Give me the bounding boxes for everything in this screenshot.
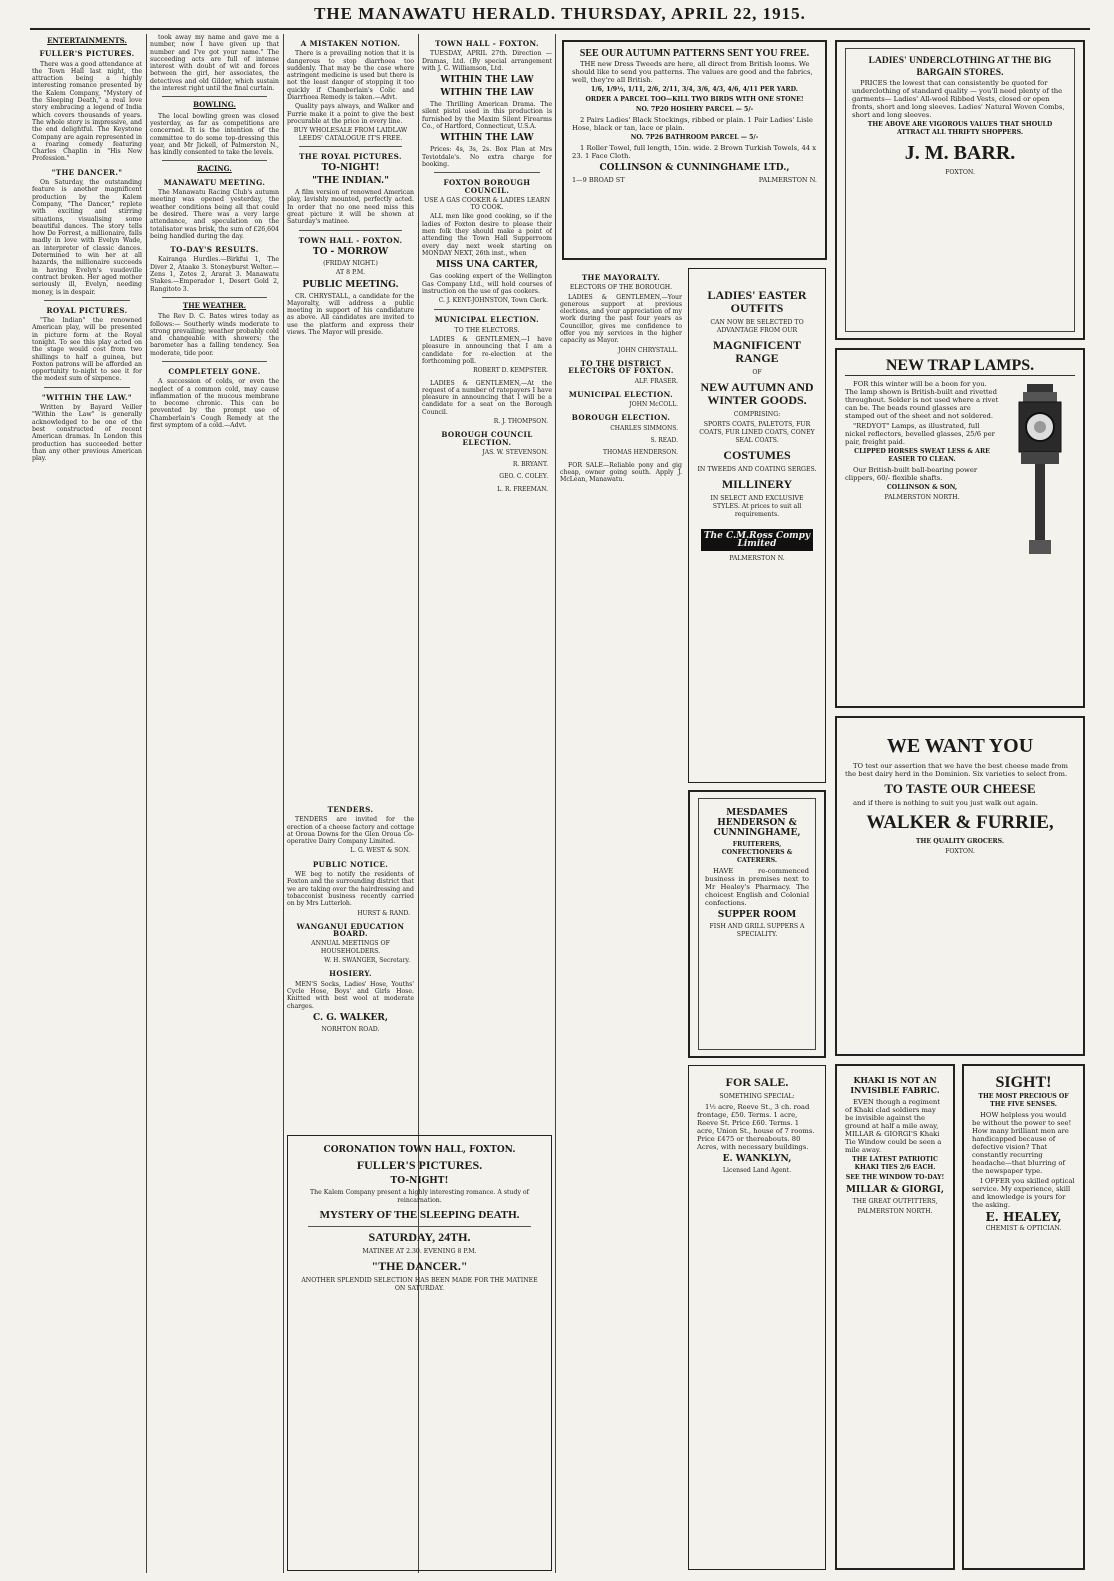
signature: R. J. THOMPSON. (493, 417, 548, 425)
ad-title: LADIES' UNDERCLOTHING AT THE BIG BARGAIN STORES. (868, 56, 1052, 78)
article-subheading: MANAWATU MEETING. (163, 177, 266, 187)
divider (44, 300, 130, 301)
signature: R. BRYANT. (512, 461, 548, 469)
ad-title: WITHIN THE LAW (440, 133, 534, 144)
ad-line: COMPRISING: (733, 411, 781, 418)
barr-ad (835, 40, 1085, 340)
ad-line: PALMERSTON NORTH. (884, 494, 960, 501)
article-heading: THE WEATHER. (182, 300, 247, 310)
trap-lamps-ad (835, 348, 1085, 708)
ad-paragraph: TENDERS are invited for the erection of a cheese factory and cottage at Oroua Downs for the Glen Oroua Co-operative Dairy Company Limited. (287, 816, 414, 846)
ad-paragraph: HOW helpless you would be without the power to see! How many brilliant men are handicapped because of defective vision? That constantly recurring headache—that blurring of the newspaper type. (972, 1111, 1072, 1175)
signature: L. G. WEST & SON. (350, 847, 410, 855)
signature: C. J. KENT-JOHNSTON, Town Clerk. (438, 297, 548, 305)
ad-title: TO-NIGHT! (390, 1176, 449, 1186)
ad-title: WITHIN THE LAW (440, 75, 534, 86)
ad-title: "THE DANCER." (371, 1259, 468, 1273)
ad-line: ANOTHER SPLENDID SELECTION HAS BEEN MADE FOR THE MATINEE ON SATURDAY. (301, 1277, 538, 1292)
signature: JAS. W. STEVENSON. (482, 448, 548, 456)
signature: L. R. FREEMAN. (497, 485, 548, 493)
divider (308, 1226, 531, 1227)
divider (434, 309, 540, 310)
ad-heading: BOROUGH ELECTION. (571, 413, 671, 423)
ad-paragraph: CR. CHRYSTALL, a candidate for the Mayoralty, will address a public meeting in support of his candidature as above. All candidates are invited to use the platform and express their views. The Mayor will preside. (287, 292, 414, 337)
ad-line: SOMETHING SPECIAL: (719, 1093, 795, 1100)
ad-line: FOXTON. (945, 169, 975, 176)
ad-line: NORHTON ROAD. (321, 1025, 380, 1033)
ad-line: 1—9 BROAD ST (572, 176, 625, 184)
ad-line: OF (752, 369, 762, 376)
article-paragraph: On Saturday, the outstanding feature is another magnificent production by the Kalem Company, "The Dancer," replete with exciting and stirring situations, visualising some beautiful dances. The story tells how De Forrest, a millionaire, falls madly in love with Evelyn Wade, an interpreter of classic dances. Determined to win her at all hazards, the millionaire succeeds in having Evelyn's vaudeville contract broken. Her aged mother seriously ill, Evelyn, needing money, is in despair. (32, 179, 142, 296)
signature: GEO. C. COLEY. (499, 473, 548, 481)
ross-logo: The C.M.Ross Compy Limited (701, 529, 813, 551)
ad-paragraph: LADIES & GENTLEMEN,—Your generous support at previous elections, and your appreciation of my work during the past four years as Councillor, gives me confidence to offer you my services in the higher capacity as Mayor. (560, 293, 682, 345)
ad-line: IN SELECT AND EXCLUSIVE STYLES. At prices to suit all requirements. (710, 495, 804, 518)
column-divider (283, 34, 284, 1573)
healey-ad (962, 1064, 1085, 1570)
address-row (572, 176, 817, 184)
article-paragraph: Quality pays always, and Walker and Furrie make it a point to give the best procurable at the price in every line. (287, 103, 414, 125)
ad-heading: WANGANUI EDUCATION BOARD. (296, 921, 405, 939)
ad-line: NO. 7P20 HOSIERY PARCEL — 5/- (635, 106, 754, 113)
ad-line: NO. 7P26 BATHROOM PARCEL — 5/- (630, 134, 759, 141)
signature: ALF. FRASER. (634, 377, 678, 385)
article-paragraph: The Rev D. C. Bates wires today as follows:— Southerly winds moderate to strong prevailing; weather probably cold and changeable with showers; the barometer has a falling tendency. Sea moderate, tide poor. (150, 313, 279, 357)
walker-furrie-ad (835, 716, 1085, 1056)
ad-title: MILLINERY (721, 477, 793, 491)
ad-title: MISS UNA CARTER, (436, 260, 538, 271)
ad-line: PALMERSTON N. (729, 555, 785, 562)
ad-title: "THE INDIAN." (312, 176, 389, 187)
ad-title: KHAKI IS NOT AN INVISIBLE FABRIC. (850, 1075, 940, 1095)
ad-paragraph: "REDYOT" Lamps, as illustrated, full nickel reflectors, bevelled glasses, 25/6 per pair, freight paid. (845, 422, 995, 446)
ad-paragraph: Prices: 4s, 3s, 2s. Box Plan at Mrs Teviotdale's. No extra charge for booking. (422, 146, 552, 168)
ad-heading: TENDERS. (327, 805, 374, 814)
ad-title: FULLER'S PICTURES. (356, 1158, 483, 1172)
ad-line: FISH AND GRILL SUPPERS A SPECIALITY. (709, 923, 805, 938)
column-divider (146, 34, 147, 1573)
ad-heading: THE ROYAL PICTURES. (299, 151, 402, 161)
ad-line: PALMERSTON NORTH. (857, 1208, 933, 1215)
ad-title: MAGNIFICENT RANGE (712, 338, 801, 365)
ad-paragraph: LADIES & GENTLEMEN,—I have pleasure in announcing that I am a candidate for re-election at the forthcoming poll. (422, 336, 552, 365)
ad-line: ANNUAL MEETINGS OF HOUSEHOLDERS. (311, 940, 390, 955)
ad-title: TO TASTE OUR CHEESE (884, 781, 1036, 796)
column-divider (555, 34, 556, 1573)
divider (162, 160, 267, 161)
ad-line: THE MOST PRECIOUS OF THE FIVE SENSES. (978, 1093, 1069, 1108)
ad-title: TO - MORROW (312, 246, 389, 257)
ad-line: THE QUALITY GROCERS. (915, 838, 1005, 845)
millar-giorgi-ad (835, 1064, 955, 1570)
article-paragraph: The Manawatu Racing Club's autumn meeting was opened yesterday, the weather conditions being all that could be desired. There was a very large attendance, and speculation on the totalisator was brisk, the sum of £26,604 being handled during the day. (150, 189, 279, 240)
article-heading: A MISTAKEN NOTION. (300, 39, 401, 48)
ad-line: FRUITERERS, CONFECTIONERS & CATERERS. (721, 841, 793, 864)
ad-title: SUPPER ROOM (717, 910, 797, 920)
barr-inner (845, 48, 1075, 332)
ad-paragraph: FOR this winter will be a boon for you. The lamp shown is British-built and rivetted throughout. Solder is not used where a rivet can be. The beads round glasses are stamped out of the sheet and not soldered. (845, 380, 999, 420)
ad-line: Licensed Land Agent. (722, 1167, 792, 1174)
ad-heading: THE MAYORALTY. (581, 273, 661, 282)
notice-line: BUY WHOLESALE FROM LAIDLAW LEEDS' CATALOGUE IT'S FREE. (293, 127, 408, 142)
ad-title: NEW AUTUMN AND WINTER GOODS. (700, 380, 814, 407)
wanklyn-ad (688, 1065, 826, 1570)
masthead-rule (30, 28, 1090, 30)
signature: W. H. SWANGER, Secretary. (324, 957, 410, 965)
ad-paragraph: LADIES & GENTLEMEN,—At the request of a number of ratepayers I have pleasure in announcing that I will be a candidate for a seat on the Borough Council. (422, 379, 552, 416)
signature: JOHN CHRYSTALL. (618, 346, 678, 354)
ad-paragraph: and if there is nothing to suit you just walk out again. (853, 799, 1038, 807)
article-heading: BOWLING. (193, 100, 236, 110)
ad-line: ORDER A PARCEL TOO—KILL TWO BIRDS WITH ONE STONE! (585, 96, 804, 103)
divider (299, 146, 402, 147)
divider (162, 96, 267, 97)
ad-line: SPORTS COATS, PALETOTS, FUR COATS, FUR LINED COATS, CONEY SEAL COATS. (699, 421, 815, 444)
ad-line: TO THE ELECTORS. (454, 326, 520, 334)
ad-paragraph: Our British-built ball-bearing power clippers, 60/- flexible shafts. (845, 466, 978, 482)
ad-title: MILLAR & GIORGI, (846, 1185, 944, 1195)
ad-line: THE ABOVE ARE VIGOROUS VALUES THAT SHOULD ATTRACT ALL THRIFTY SHOPPERS. (867, 121, 1053, 136)
column-news (150, 34, 279, 1573)
ad-line: ELECTORS OF THE BOROUGH. (569, 284, 673, 292)
ad-line: SEE THE WINDOW TO-DAY! (845, 1174, 945, 1181)
henderson-ad (688, 790, 826, 1058)
article-paragraph: Kairanga Hurdles.—Birkfui 1, The Diver 2, Ataake 3. Stoneyburst Welter.—Zens 1, Zetes 2, Ararat 3. Manawatu Stakes.—Emperador 1, Desert Gold 2, Rangitoto 3. (150, 256, 279, 293)
ad-heading: CORONATION TOWN HALL, FOXTON. (323, 1145, 516, 1155)
article-paragraph: "The Indian" the renowned American play, will be presented in picture form at the Royal tonight. To see this play acted on the stage would cost from two shillings to half a guinea, but Foxton patrons will be afforded an opportunity to-night to see it for the modest sum of sixpence. (32, 317, 142, 383)
ad-title: SIGHT! (995, 1074, 1052, 1091)
ad-paragraph: 1½ acre, Reeve St., 3 ch. road frontage, £50. Terms. 1 acre, Reeve St. Price £60. Terms. 1 acre, Union St., house of 7 rooms. Price £475 or thereabouts. 80 Acres, with necessary buildings. (697, 1103, 815, 1151)
ad-title: NEW TRAP LAMPS. (845, 356, 1075, 376)
ad-heading: TOWN HALL - FOXTON. (298, 235, 403, 245)
ad-title: FOR SALE. (725, 1075, 789, 1089)
ad-heading: MUNICIPAL ELECTION. (434, 315, 540, 325)
ad-heading: TOWN HALL - FOXTON. (435, 39, 539, 48)
ad-heading: MUNICIPAL ELECTION. (568, 389, 674, 399)
cm-ross-ad (688, 268, 826, 783)
divider (434, 172, 540, 173)
ad-line: (FRIDAY NIGHT.) (323, 259, 378, 267)
ad-title: E. HEALEY, (985, 1210, 1062, 1224)
ad-title: C. G. WALKER, (312, 1012, 389, 1023)
article-heading: "WITHIN THE LAW." (41, 392, 133, 402)
article-heading: "THE DANCER." (51, 167, 123, 177)
ad-paragraph: ALL men like good cooking, so if the ladies of Foxton desire to please their men folk they should make a point of attending the Town Hall Supperroom every day next week starting on MONDAY NEXT, 26th inst., when (422, 213, 552, 257)
ad-line: USE A GAS COOKER & LADIES LEARN TO COOK. (424, 196, 550, 212)
signature: THOMAS HENDERSON. (602, 449, 678, 457)
ad-heading: FOXTON BOROUGH COUNCIL. (443, 178, 531, 195)
signature: HURST & RAND. (357, 909, 410, 917)
ad-title: SEE OUR AUTUMN PATTERNS SENT YOU FREE. (579, 48, 810, 59)
ad-title: E. WANKLYN, (722, 1154, 792, 1164)
ad-heading: BOROUGH COUNCIL ELECTION. (441, 430, 533, 447)
ad-line: THE GREAT OUTFITTERS, (852, 1198, 938, 1205)
ad-line: FOXTON. (945, 848, 975, 855)
classified-notice: FOR SALE—Reliable pony and gig cheap, owner going south. Apply J. McLean, Manawatu. (560, 461, 682, 484)
article-paragraph: The local bowling green was closed yesterday, as far as competitions are concerned. It is the intention of the committee to do some top-dressing this year, and Mr Jickell, of Palmerston N., has kindly consented to take the levels. (150, 112, 279, 157)
ad-line: CLIPPED HORSES SWEAT LESS & ARE EASIER TO CLEAN. (854, 448, 990, 463)
trap-lamp-icon (1005, 380, 1075, 560)
ad-line: IN TWEEDS AND COATING SERGES. (697, 466, 817, 473)
ad-paragraph: TUESDAY, APRIL 27th. Direction — Dramas, Ltd. (By special arrangement with J. C. Williamson, Ltd. (422, 50, 552, 72)
divider (44, 387, 130, 388)
ad-title: PUBLIC MEETING. (302, 279, 399, 290)
ad-heading: TO THE DISTRICT ELECTORS OF FOXTON. (568, 358, 674, 376)
masthead: THE MANAWATU HERALD. THURSDAY, APRIL 22, 1915. (314, 4, 806, 23)
ad-line: The Kalem Company present a highly interesting romance. A study of reincarnation. (310, 1189, 529, 1204)
article-heading: TO-DAY'S RESULTS. (170, 245, 259, 255)
ad-title: MYSTERY OF THE SLEEPING DEATH. (319, 1209, 520, 1221)
ad-title: LADIES' EASTER OUTFITS (707, 288, 807, 315)
ad-title: WE WANT YOU (886, 735, 1034, 757)
ad-heading: HOSIERY. (329, 969, 372, 979)
ad-paragraph: HAVE re-commenced business in premises next to Mr Healey's Pharmacy. The choicest English and Colonial confections. (705, 867, 809, 907)
article-paragraph: A succession of colds, or even the neglect of a common cold, may cause inflammation of the mucous membrane to become chronic. This can be prevented by the prompt use of Chamberlain's Cough Remedy at the first symptom of a cold.—Advt. (150, 378, 279, 430)
ad-title: COSTUMES (723, 448, 791, 462)
ad-paragraph: TO test our assertion that we have the best cheese made from the best dairy herd in the Dominion. Six varieties to select from. (845, 762, 1068, 778)
signature: JOHN McCOLL. (629, 401, 678, 409)
article-paragraph: took away my name and gave me a number, now I have given up that number and I've got your name." The succeeding acts are full of intense interest with doubt of wit and forces between the girl, her associates, the detectives and old Gilder, which sustain the interest right until the final curtain. (150, 34, 279, 93)
article-heading: COMPLETELY GONE. (168, 366, 261, 376)
ad-paragraph: EVEN though a regiment of Khaki clad soldiers may be invisible against the ground at half a mile away, MILLAR & GIORGI'S Khaki Tie Window could be seen a mile away. (845, 1098, 942, 1154)
ad-heading: PUBLIC NOTICE. (312, 859, 389, 869)
ad-paragraph: 1 Roller Towel, full length, 15in. wide. 2 Brown Turkish Towels, 44 x 23. 1 Face Cloth. (572, 144, 817, 160)
article-paragraph: There is a prevailing notion that it is dangerous to stop diarrhoea too suddenly. That may be the case where astringent medicine is used but there is not the least danger of stopping it too quickly if Chamberlain's Colic and Diarrhoea Remedy is taken.—Advt. (287, 50, 414, 102)
collinson-cunninghame-ad (562, 40, 827, 260)
ad-title: WALKER & FURRIE, (866, 812, 1054, 833)
ad-line: 1/6, 1/9½, 1/11, 2/6, 2/11, 3/4, 3/6, 4/3, 4/6, 4/11 PER YARD. (591, 86, 798, 93)
ad-paragraph: MEN'S Socks, Ladies' Hose, Youths' Cycle Hose, Boys' and Girls Hose. Knitted with best wool at moderate charges. (287, 980, 414, 1010)
ad-title: J. M. BARR. (904, 142, 1016, 164)
column-entertainments (32, 34, 142, 1573)
article-heading: ROYAL PICTURES. (46, 305, 128, 315)
article-heading: FULLER'S PICTURES. (39, 49, 135, 59)
divider (162, 361, 267, 362)
ad-title: MESDAMES HENDERSON & CUNNINGHAME, (713, 808, 801, 838)
coronation-hall-ad (287, 1135, 552, 1571)
ad-paragraph: A film version of renowned American play, lavishly mounted, perfectly acted. In order that no one need miss this great picture it will be shown at Saturday's matinee. (287, 189, 414, 226)
ad-paragraph: I OFFER you skilled optical service. My experience, skill and knowledge is yours for the asking. (972, 1177, 1075, 1209)
henderson-inner (698, 798, 816, 1050)
divider (162, 297, 267, 298)
column-notices (287, 34, 414, 801)
signature: S. READ. (650, 437, 678, 445)
ad-paragraph: THE new Dress Tweeds are here, all direct from British looms. We should like to send you patterns. The values are good and the fabrics, well, they're all British. (572, 60, 813, 84)
column-elections (422, 34, 552, 1129)
ad-line: CHEMIST & OPTICIAN. (985, 1225, 1062, 1232)
ad-paragraph: The Thrilling American Drama. The silent pistol used in this production is furnished by the Maxim Silent Firearms Co., of Hartford, Connecticut, U.S.A. (422, 101, 552, 131)
ad-line: MATINEE AT 2.30. EVENING 8 P.M. (362, 1248, 477, 1255)
divider (299, 230, 402, 231)
ad-line: CAN NOW BE SELECTED TO ADVANTAGE FROM OUR (710, 319, 804, 334)
ad-line: THE LATEST PATRIOTIC KHAKI TIES 2/6 EACH. (852, 1156, 938, 1171)
article-paragraph: There was a good attendance at the Town Hall last night, the attraction being a highly interesting romance presented by the Kalem Company, "Mystery of the Sleeping Death," a real love story embracing a legend of India which covers thousands of years. The whole story is impressive, and the end delightful. The Keystone Company are again represented in a roaring comedy featuring Charles Chaplin in "His New Profession." (32, 60, 142, 163)
ad-line: PALMERSTON N. (758, 176, 817, 184)
ad-paragraph: WE beg to notify the residents of Foxton and the surrounding district that we are taking over the hairdressing and tobacconist business recently carried on by Mrs Lutterloh. (287, 871, 414, 908)
ad-paragraph: 2 Pairs Ladies' Black Stockings, ribbed or plain. 1 Pair Ladies' Lisle Hose, black or tan, lace or plain. (572, 116, 813, 132)
ad-title: SATURDAY, 24TH. (368, 1230, 471, 1244)
ad-line: COLLINSON & SON, (886, 484, 958, 491)
signature: ROBERT D. KEMPSTER. (473, 367, 548, 375)
column-notices-lower (287, 800, 414, 1129)
ad-paragraph: Gas cooking expert of the Wellington Gas Company Ltd., will hold courses of instruction on the use of gas cookers. (422, 273, 552, 295)
ad-title: COLLINSON & CUNNINGHAME LTD., (599, 163, 790, 173)
ad-title: TO-NIGHT! (321, 163, 380, 174)
signature: CHARLES SIMMONS. (610, 424, 678, 432)
ad-title: WITHIN THE LAW (440, 88, 534, 99)
section-heading: ENTERTAINMENTS. (47, 36, 127, 45)
column-mayoralty (560, 268, 682, 1573)
article-paragraph: Written by Bayard Veiller "Within the Law" is generally acknowledged to be one of the best constructed of recent American dramas. In London this production has succeeded better than any other previous American play. (32, 404, 142, 463)
article-heading: RACING. (197, 164, 232, 174)
ad-paragraph: PRICES the lowest that can consistently be quoted for underclothing of standard quality — you'll need plenty of the garments— Ladies' All-wool Ribbed Vests, closed or open fronts, short and long sleeves. Ladies' Natural Woven Combs, short and long sleeves. (852, 79, 1065, 119)
ad-line: AT 8 P.M. (335, 269, 366, 277)
